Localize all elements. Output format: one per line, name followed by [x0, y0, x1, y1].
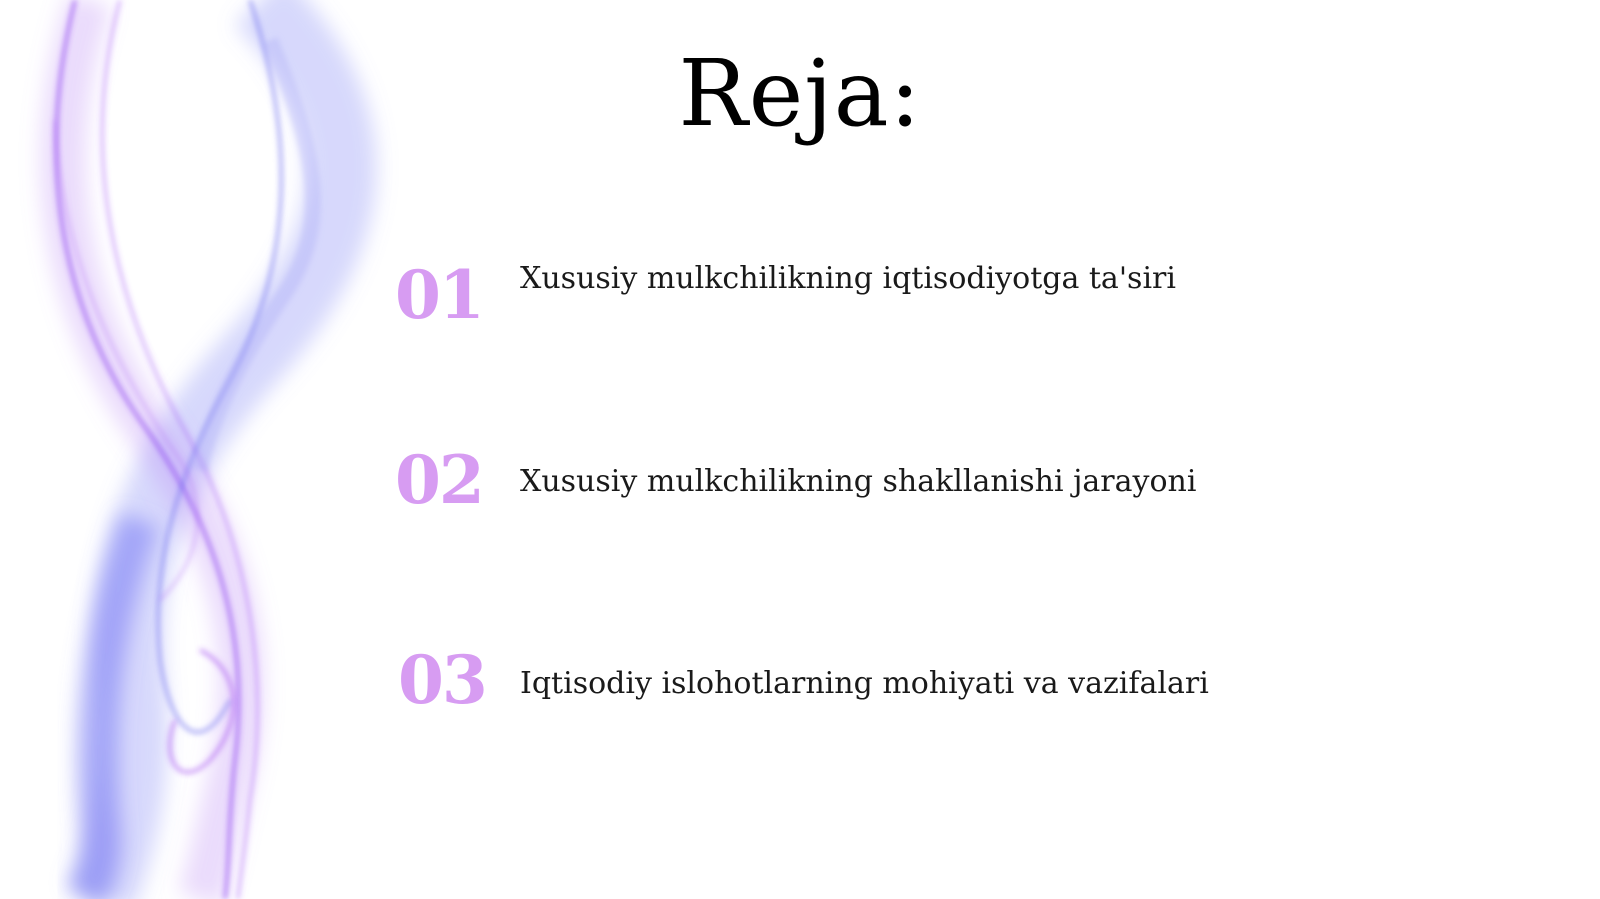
item-number: 02: [395, 441, 483, 519]
agenda-item-1: [395, 255, 1495, 335]
item-text: Iqtisodiy islohotlarning mohiyati va vazifalari: [520, 666, 1209, 701]
agenda-item-2: [395, 440, 1495, 520]
item-text: Xususiy mulkchilikning iqtisodiyotga ta'siri: [520, 261, 1176, 296]
slide-title: Reja:: [678, 40, 922, 147]
item-number: 01: [395, 256, 483, 334]
item-text: Xususiy mulkchilikning shakllanishi jarayoni: [520, 464, 1197, 499]
agenda-item-3: [395, 640, 1495, 720]
item-number: 03: [398, 641, 486, 719]
